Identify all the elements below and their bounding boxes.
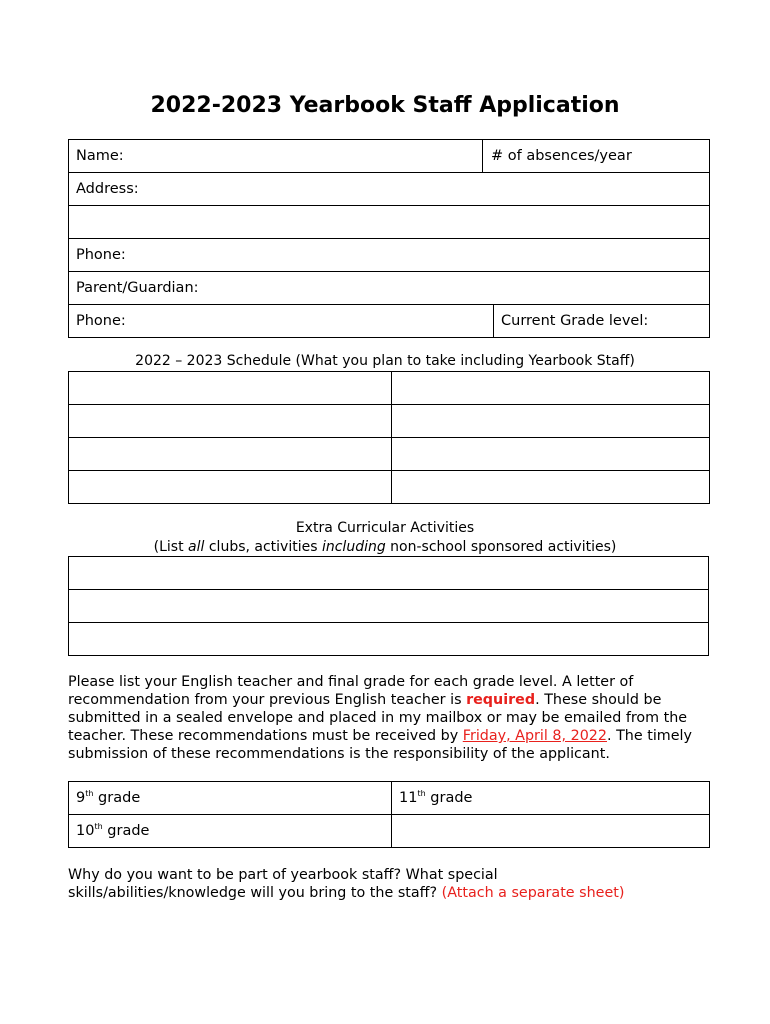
schedule-cell[interactable] xyxy=(392,372,710,405)
why-paragraph xyxy=(68,866,668,902)
activities-sub-text: non-school sponsored activities) xyxy=(385,539,617,555)
schedule-cell[interactable] xyxy=(392,471,710,504)
grade-10-suffix: th xyxy=(94,822,103,832)
activity-row[interactable] xyxy=(69,623,709,656)
activities-sub-text: clubs, activities xyxy=(204,539,322,555)
name-field[interactable] xyxy=(69,140,483,173)
deadline-date: Friday, April 8, 2022 xyxy=(462,728,607,744)
grade-level-field[interactable] xyxy=(494,305,710,338)
phone-label: Phone: xyxy=(76,247,126,263)
activity-row[interactable] xyxy=(69,557,709,590)
address-line-2-field[interactable] xyxy=(69,206,710,239)
schedule-heading: 2022 – 2023 Schedule (What you plan to take including Yearbook Staff) xyxy=(135,353,635,369)
attach-sheet-note: (Attach a separate sheet) xyxy=(441,885,625,901)
grade-10-label: 10 xyxy=(76,823,95,839)
parent-guardian-field[interactable] xyxy=(69,272,710,305)
required-emphasis: required xyxy=(466,692,536,708)
activities-heading: Extra Curricular Activities xyxy=(295,520,475,536)
address-label: Address: xyxy=(76,181,139,197)
parent-phone-label: Phone: xyxy=(76,313,126,329)
schedule-cell[interactable] xyxy=(392,405,710,438)
grade-9-label: 9 xyxy=(76,790,86,806)
page-title: 2022-2023 Yearbook Staff Application xyxy=(150,93,620,118)
address-field[interactable] xyxy=(69,173,710,206)
grade-9-text: grade xyxy=(93,790,141,806)
activities-sub-all: all xyxy=(188,539,205,555)
applicant-info-table xyxy=(68,139,710,338)
activities-sub-including: including xyxy=(321,539,386,555)
activity-row[interactable] xyxy=(69,590,709,623)
activities-subheading xyxy=(0,538,770,557)
schedule-cell[interactable] xyxy=(69,471,392,504)
activities-sub-text: (List xyxy=(153,539,189,555)
schedule-table xyxy=(68,371,710,504)
grade-11-suffix: th xyxy=(417,789,426,799)
schedule-cell[interactable] xyxy=(392,438,710,471)
schedule-cell[interactable] xyxy=(69,438,392,471)
recommendation-text: . The timely submission of these recommendations is the responsibility of the applicant. xyxy=(68,728,692,762)
parent-guardian-label: Parent/Guardian: xyxy=(76,280,199,296)
grade-12-cell[interactable] xyxy=(392,815,710,848)
grade-11-label: 11 xyxy=(399,790,418,806)
name-label: Name: xyxy=(76,148,124,164)
phone-field[interactable] xyxy=(69,239,710,272)
why-question: Why do you want to be part of yearbook staff? What special skills/abilities/knowledge will you bring to the staff? xyxy=(68,867,498,901)
english-grades-table xyxy=(68,781,710,848)
absences-field[interactable] xyxy=(483,140,710,173)
parent-phone-field[interactable] xyxy=(69,305,494,338)
grade-9-suffix: th xyxy=(85,789,94,799)
schedule-cell[interactable] xyxy=(69,372,392,405)
grade-11-text: grade xyxy=(425,790,473,806)
activities-table xyxy=(68,556,709,656)
grade-10-cell[interactable] xyxy=(69,815,392,848)
schedule-cell[interactable] xyxy=(69,405,392,438)
recommendation-paragraph xyxy=(68,673,718,763)
grade-10-text: grade xyxy=(102,823,150,839)
absences-label: # of absences/year xyxy=(491,148,632,164)
recommendation-text: Please list your English teacher and final grade for each grade level. A letter of recommendation from your previous English teacher is xyxy=(68,674,634,708)
grade-11-cell[interactable] xyxy=(392,782,710,815)
grade-9-cell[interactable] xyxy=(69,782,392,815)
recommendation-text: . These should be submitted in a sealed envelope and placed in my mailbox or may be emailed from the teacher. These recommendations must be received by xyxy=(68,692,688,744)
grade-level-label: Current Grade level: xyxy=(501,313,649,329)
